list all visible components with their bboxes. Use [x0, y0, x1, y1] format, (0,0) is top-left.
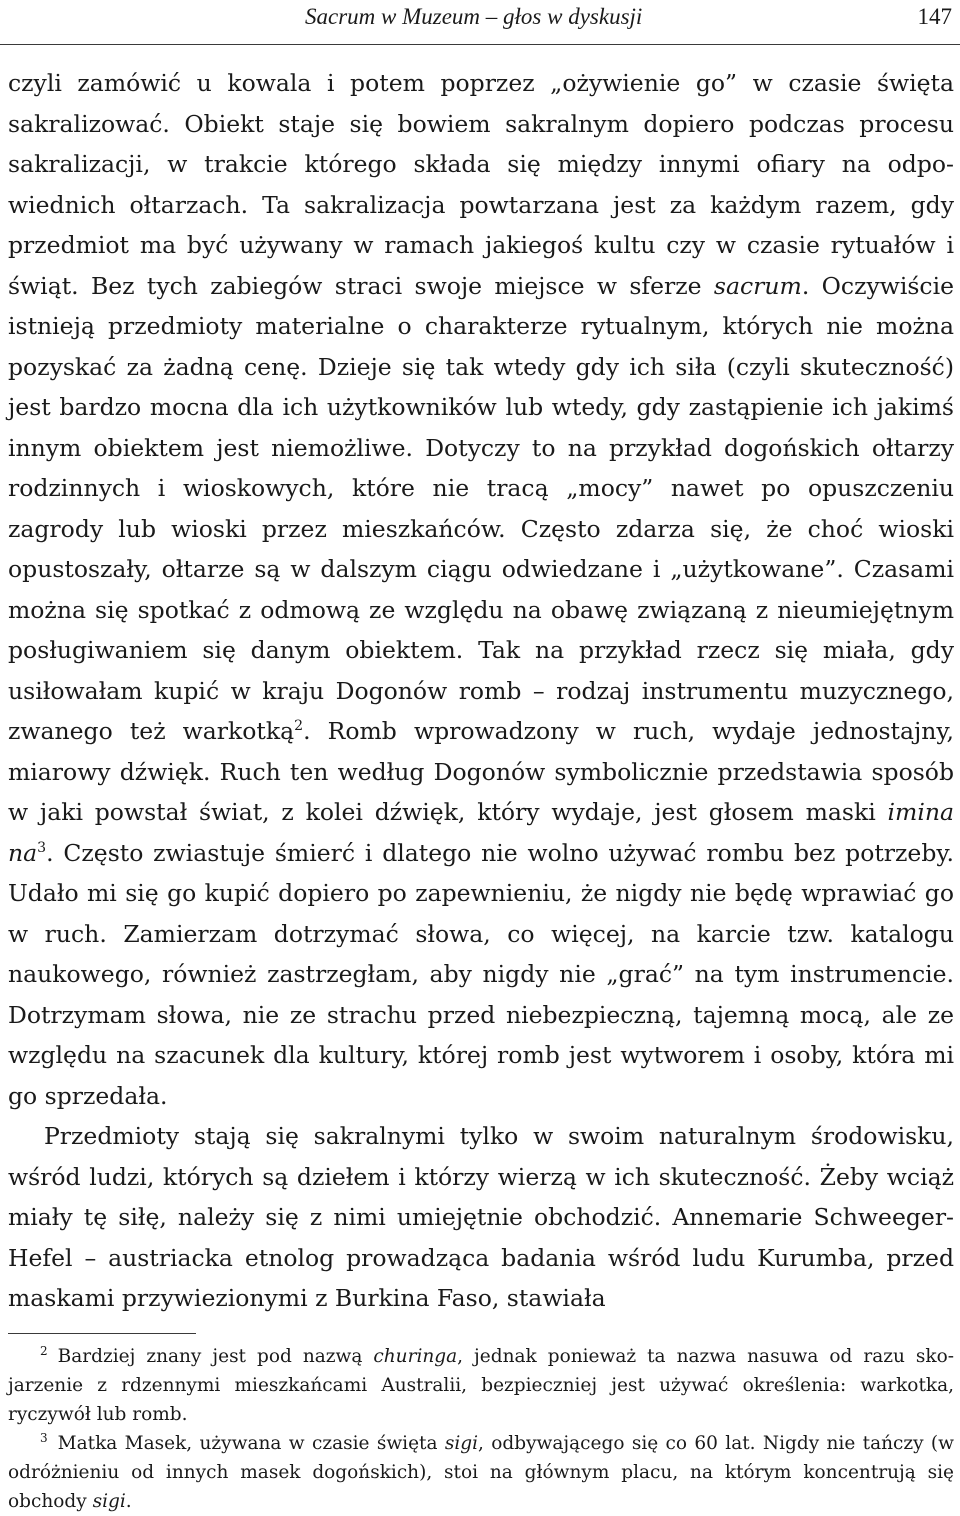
footnote-3-text-a: Matka Masek, używana w czasie święta — [57, 1433, 445, 1454]
running-title: Sacrum w Muzeum – głos w dyskusji — [305, 4, 643, 29]
footnote-3-text-c: . — [125, 1491, 132, 1512]
footnote-3-italic-a: sigi — [444, 1433, 479, 1454]
page-header — [0, 0, 960, 36]
paragraph-1-text-c: . Romb wprowadzony w ruch, wydaje jednostajny, miarowy dźwięk. Ruch ten według Dogonów symbolicznie przedstawia sposób w jaki powstał świat, z kolei dźwięk, który wydaje, jest głosem maski — [8, 717, 955, 826]
footnote-3-italic-b: sigi — [92, 1491, 126, 1512]
paragraph-1-text-d: . Często zwiastuje śmierć i dlatego nie wolno używać rombu bez potrzeby. Udało mi się go kupić dopiero po zapewnieniu, że nigdy nie będę wprawiać go w ruch. Zamierzam dotrzymać słowa, co więcej, na karcie tzw. katalogu naukowego, również zastrzegłam, aby nigdy nie „grać” na tym instrumencie. Dotrzymam słowa, nie ze strachu przed niebezpieczną, tajemną mocą, ale ze względu na szacunek dla kultury, której romb jest wytworem i osoby, która mi go sprzedała. — [8, 838, 954, 1110]
italic-term-imina-na: imina na — [8, 798, 954, 867]
page-number: 147 — [917, 4, 952, 29]
footnote-2-number: 2 — [40, 1343, 48, 1358]
footnote-2-text-a: Bardziej znany jest pod nazwą — [57, 1346, 374, 1367]
footnote-ref-3: 3 — [37, 839, 47, 856]
paragraph-2: Przedmioty stają się sakralnymi tylko w swoim naturalnym środowisku, wśród ludzi, których są dziełem i którzy wierzą w ich skuteczność. Żeby wciąż miały tę siłę, należy się z nimi umiejętnie obchodzić. Annemarie Schweeger-Hefel – austriacka etnolog prowadząca badania wśród ludu Kurumba, przed maskami przywiezionymi z Burkina Faso, stawiała — [8, 1122, 954, 1312]
footnote-2-italic: churinga — [373, 1346, 458, 1367]
footnote-3-text-b: , odbywającego się co 60 lat. Nigdy nie tańczy (w odróżnieniu od innych masek dogońskich), stoi na głównym placu, na którym koncentrują się obchody — [8, 1433, 954, 1512]
footnote-3 — [8, 1429, 954, 1516]
footnotes — [8, 1342, 954, 1516]
italic-term-sacrum: sacrum — [713, 271, 802, 300]
paragraph-1-text-a: czyli zamówić u kowala i potem poprzez „ożywienie go” w czasie święta sakralizować. Obiekt staje się bowiem sakralnym dopiero podczas procesu sakralizacji, w trakcie którego składa się między innymi ofiary na odpowiednich ołtarzach. Ta sakralizacja powtarzana jest za każdym razem, gdy przedmiot ma być używany w ramach jakiegoś kultu czy w czasie rytuałów i świąt. Bez tych zabiegów straci swoje miejsce w sferze — [8, 69, 954, 300]
footnote-separator — [8, 1333, 196, 1334]
footnote-ref-2: 2 — [294, 718, 304, 735]
footnote-2 — [8, 1342, 954, 1429]
header-rule — [0, 44, 960, 45]
paragraph-1-text-b: . Oczywiście istnieją przedmioty materialne o charakterze rytualnym, których nie można pozyskać za żadną cenę. Dzieje się tak wtedy gdy ich siła (czyli skuteczność) jest bardzo mocna dla ich użytkowników lub wtedy, gdy zastąpienie ich jakimś innym obiektem jest niemożliwe. Dotyczy to na przykład dogońskich ołtarzy rodzinnych i wioskowych, które nie tracą „mocy” nawet po opuszczeniu zagrody lub wioski przez mieszkańców. Często zdarza się, że choć wioski opustoszały, ołtarze są w dalszym ciągu odwiedzane i „użytkowane”. Czasami można się spotkać z odmową ze względu na obawę związaną z nieumiejętnym posługiwaniem się danym obiektem. Tak na przykład rzecz się miała, gdy usiłowałam kupić w kraju Dogonów romb – rodzaj instrumentu muzycznego, zwanego też warkotką — [8, 271, 954, 745]
main-text — [8, 63, 954, 1319]
footnote-3-number: 3 — [40, 1430, 48, 1445]
footnote-2-text-b: , jednak ponieważ ta nazwa nasuwa od razu skojarzenie z rdzennymi mieszkańcami Australii, bezpieczniej jest używać określenia: warkotka, ryczywół lub romb. — [8, 1346, 954, 1425]
paragraph-1 — [8, 63, 954, 1116]
